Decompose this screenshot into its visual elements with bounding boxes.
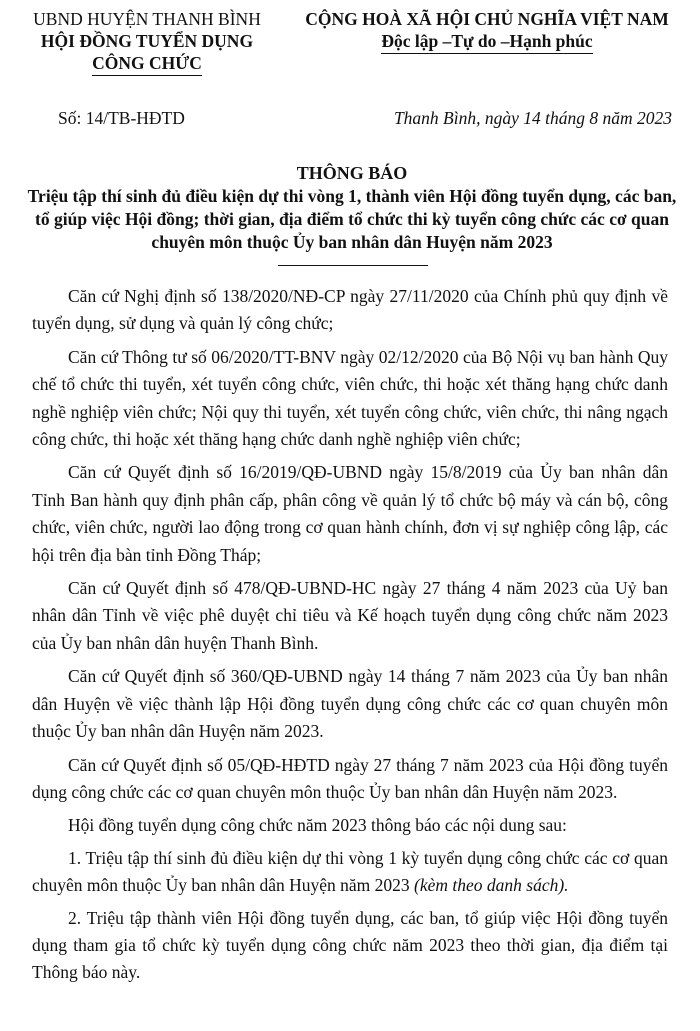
document-subtitle: Triệu tập thí sinh đủ điều kiện dự thi vòng 1, thành viên Hội đồng tuyển dụng, các ban, tổ giúp việc Hội đồng; thời gian, địa điểm tổ chức thi kỳ tuyển công chức các cơ quan chuyên môn thuộc Ủy ban nhân dân Huyện năm 2023 bbox=[27, 186, 677, 252]
legal-basis-paragraph: Căn cứ Thông tư số 06/2020/TT-BNV ngày 02/12/2020 của Bộ Nội vụ ban hành Quy chế tổ chức thi tuyển, xét tuyển công chức, viên chức, thi hoặc xét thăng hạng chức danh nghề nghiệp viên chức; Nội quy thi tuyển, xét tuyển công chức, viên chức, thi nâng ngạch công chức, thi hoặc xét thăng hạng chức danh nghề nghiệp viên chức; bbox=[32, 346, 668, 450]
agency-name-cont: CÔNG CHỨC bbox=[92, 52, 202, 76]
content-item-1 bbox=[32, 845, 668, 900]
document-header bbox=[0, 8, 700, 78]
title-divider bbox=[278, 265, 428, 266]
national-title-block bbox=[282, 8, 692, 54]
document-meta bbox=[0, 108, 700, 132]
document-number: Số: 14/TB-HĐTD bbox=[58, 108, 185, 128]
content-item-1-text: 1. Triệu tập thí sinh đủ điều kiện dự thi vòng 1 kỳ tuyển dụng công chức các cơ quan chuyên môn thuộc Ủy ban nhân dân Huyện năm 2023 bbox=[32, 847, 668, 896]
legal-basis-paragraph: Căn cứ Quyết định số 478/QĐ-UBND-HC ngày 27 tháng 4 năm 2023 của Uỷ ban nhân dân Tỉnh về việc phê duyệt chỉ tiêu và Kế hoạch tuyển dụng công chức năm 2023 của Ủy ban nhân dân huyện Thanh Bình. bbox=[32, 578, 668, 653]
content-item-2: 2. Triệu tập thành viên Hội đồng tuyển dụng, các ban, tổ giúp việc Hội đồng tuyển dụng tham gia tổ chức kỳ tuyển dụng công chức năm 2023 theo thời gian, địa điểm tại Thông báo này. bbox=[32, 907, 668, 983]
legal-basis-paragraph: Căn cứ Quyết định số 16/2019/QĐ-UBND ngày 15/8/2019 của Ủy ban nhân dân Tỉnh Ban hành quy định phân cấp, phân công về quản lý tổ chức bộ máy và cán bộ, công chức, viên chức, người lao động trong cơ quan hành chính, đơn vị sự nghiệp công lập, các hội trên địa bàn tỉnh Đồng Tháp; bbox=[32, 462, 668, 565]
document-title-block bbox=[22, 162, 682, 254]
national-title: CỘNG HOÀ XÃ HỘI CHỦ NGHĨA VIỆT NAM bbox=[305, 9, 669, 29]
document-body bbox=[32, 283, 668, 993]
announcement-intro: Hội đồng tuyển dụng công chức năm 2023 thông báo các nội dung sau: bbox=[68, 815, 567, 836]
agency-parent: UBND HUYỆN THANH BÌNH bbox=[33, 9, 261, 29]
content-item-1-note: (kèm theo danh sách). bbox=[414, 875, 569, 896]
place-and-date: Thanh Bình, ngày 14 tháng 8 năm 2023 bbox=[393, 108, 672, 128]
legal-basis-paragraph: Căn cứ Nghị định số 138/2020/NĐ-CP ngày 27/11/2020 của Chính phủ quy định về tuyển dụng, sử dụng và quản lý công chức; bbox=[32, 286, 668, 334]
national-motto: Độc lập –Tự do –Hạnh phúc bbox=[381, 30, 592, 54]
document-title: THÔNG BÁO bbox=[296, 163, 408, 183]
agency-name: HỘI ĐỒNG TUYỂN DỤNG bbox=[40, 31, 254, 51]
issuing-agency-block bbox=[22, 8, 272, 76]
legal-basis-paragraph: Căn cứ Quyết định số 360/QĐ-UBND ngày 14 tháng 7 năm 2023 của Ủy ban nhân dân Huyện về việc thành lập Hội đồng tuyển dụng công chức các cơ quan chuyên môn thuộc Ủy ban nhân dân Huyện năm 2023. bbox=[32, 666, 668, 742]
legal-basis-paragraph: Căn cứ Quyết định số 05/QĐ-HĐTD ngày 27 tháng 7 năm 2023 của Hội đồng tuyển dụng công chức các cơ quan chuyên môn thuộc Ủy ban nhân dân Huyện năm 2023. bbox=[32, 754, 668, 802]
